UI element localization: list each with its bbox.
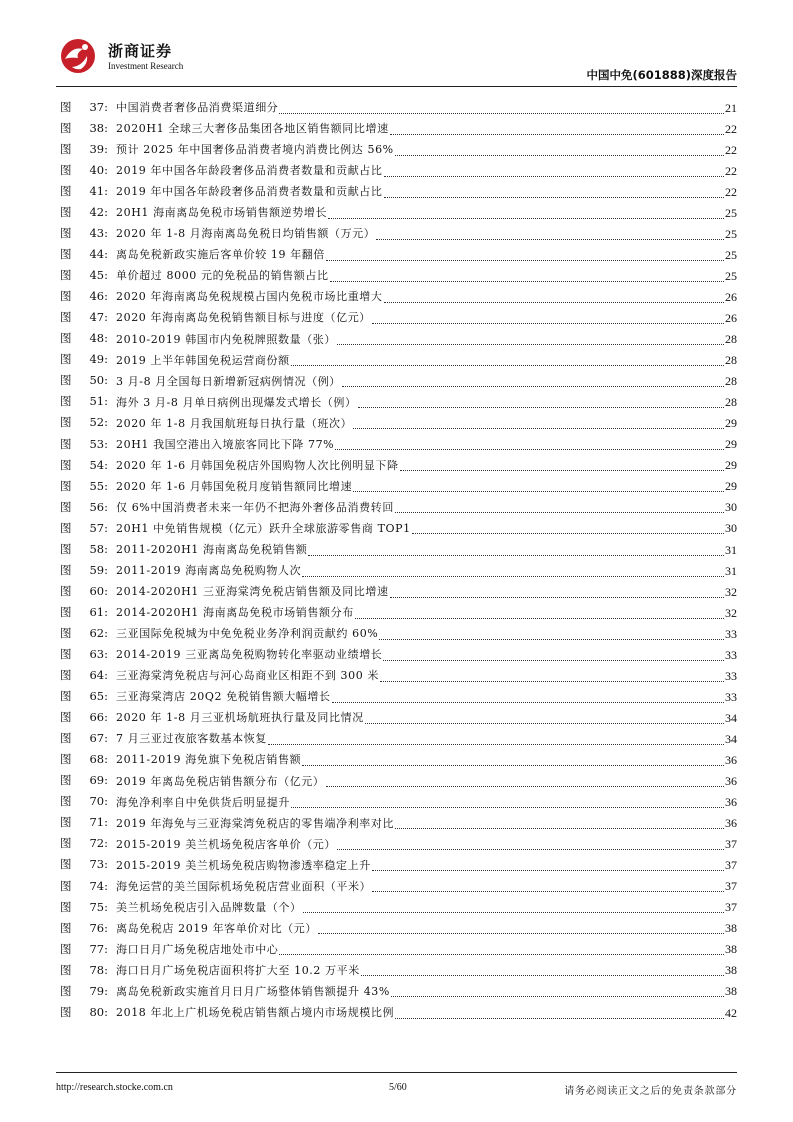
toc-entry-title[interactable]: 海免净利率自中免供货后明显提升	[116, 795, 290, 809]
toc-entry-page[interactable]: 28	[725, 374, 737, 389]
toc-entry-title[interactable]: 2014-2019 三亚离岛免税购物转化率驱动业绩增长	[116, 648, 383, 662]
toc-entry-page[interactable]: 29	[725, 458, 737, 473]
toc-entry-title[interactable]: 2015-2019 美兰机场免税店客单价（元）	[116, 837, 337, 851]
toc-entry-prefix: 图	[60, 162, 72, 177]
toc-entry-title[interactable]: 3 月-8 月全国每日新增新冠病例情况（例）	[116, 374, 341, 388]
toc-entry-prefix: 图	[60, 794, 72, 809]
toc-entry-page[interactable]: 37	[725, 900, 737, 915]
toc-entry-page[interactable]: 30	[725, 500, 737, 515]
page-header	[56, 34, 737, 86]
toc-entry[interactable]	[60, 139, 737, 160]
toc-entry[interactable]	[60, 223, 737, 244]
toc-entry-prefix: 图	[60, 541, 72, 556]
toc-entry-prefix: 图	[60, 836, 72, 851]
toc-entry-title[interactable]: 2020 年海南离岛免税销售额目标与进度（亿元）	[116, 311, 371, 325]
logo-chinese-name: 浙商证券	[108, 42, 173, 60]
toc-entry-page[interactable]: 34	[725, 710, 737, 725]
toc-dot-leader	[380, 680, 724, 682]
toc-dot-leader	[318, 932, 724, 934]
toc-entry[interactable]	[60, 623, 737, 644]
toc-dot-leader	[390, 596, 724, 598]
toc-entry-title[interactable]: 海外 3 月-8 月单日病例出现爆发式增长（例）	[116, 395, 357, 409]
toc-entry-page[interactable]: 31	[725, 563, 737, 578]
toc-entry-prefix: 图	[60, 373, 72, 388]
toc-entry-prefix: 图	[60, 415, 72, 430]
toc-dot-leader	[302, 575, 724, 577]
toc-entry-page[interactable]: 34	[725, 731, 737, 746]
toc-entry-number: 62:	[89, 625, 108, 640]
toc-entry[interactable]	[60, 1002, 737, 1023]
toc-entry-page[interactable]: 38	[725, 984, 737, 999]
toc-entry-page[interactable]: 26	[725, 310, 737, 325]
footer-url-link[interactable]: http://research.stocke.com.cn	[56, 1082, 173, 1093]
toc-entry[interactable]	[60, 728, 737, 749]
toc-entry-number: 58:	[89, 541, 108, 556]
toc-entry-prefix: 图	[60, 99, 72, 114]
toc-entry-page[interactable]: 26	[725, 289, 737, 304]
toc-entry-title[interactable]: 20H1 海南离岛免税市场销售额逆势增长	[116, 206, 328, 220]
toc-entry-title[interactable]: 美兰机场免税店引入品牌数量（个）	[116, 900, 302, 914]
toc-entry[interactable]	[60, 181, 737, 202]
toc-entry-prefix: 图	[60, 604, 72, 619]
toc-dot-leader	[291, 364, 724, 366]
toc-dot-leader	[342, 385, 724, 387]
toc-entry-title[interactable]: 2020 年 1-8 月海南离岛免税日均销售额（万元）	[116, 227, 376, 241]
toc-entry-number: 49:	[89, 352, 108, 367]
toc-entry-number: 73:	[89, 857, 108, 872]
toc-entry-page[interactable]: 30	[725, 521, 737, 536]
toc-entry[interactable]	[60, 497, 737, 518]
toc-entry[interactable]	[60, 771, 737, 792]
toc-entry-number: 59:	[89, 562, 108, 577]
figure-index-list	[60, 97, 737, 1023]
toc-entry-page[interactable]: 36	[725, 795, 737, 810]
toc-entry-page[interactable]: 29	[725, 437, 737, 452]
toc-entry-title[interactable]: 2018 年北上广机场免税店销售额占境内市场规模比例	[116, 1006, 395, 1020]
toc-entry-prefix: 图	[60, 710, 72, 725]
toc-entry-prefix: 图	[60, 962, 72, 977]
toc-dot-leader	[395, 511, 724, 513]
toc-entry-prefix: 图	[60, 731, 72, 746]
toc-entry-prefix: 图	[60, 352, 72, 367]
toc-entry-title[interactable]: 2019 上半年韩国免税运营商份额	[116, 353, 290, 367]
toc-entry[interactable]	[60, 707, 737, 728]
toc-dot-leader	[328, 217, 724, 219]
toc-entry-page[interactable]: 33	[725, 689, 737, 704]
toc-entry-page[interactable]: 22	[725, 121, 737, 136]
toc-dot-leader	[335, 448, 724, 450]
toc-entry[interactable]	[60, 918, 737, 939]
toc-entry-page[interactable]: 29	[725, 479, 737, 494]
toc-dot-leader	[358, 406, 724, 408]
toc-entry-prefix: 图	[60, 226, 72, 241]
toc-entry[interactable]	[60, 897, 737, 918]
toc-dot-leader	[330, 280, 724, 282]
toc-entry-page[interactable]: 28	[725, 353, 737, 368]
toc-dot-leader	[372, 869, 724, 871]
toc-entry-title[interactable]: 海口日月广场免税店地处市中心	[116, 942, 279, 956]
toc-entry-prefix: 图	[60, 120, 72, 135]
toc-entry-number: 43:	[89, 226, 108, 241]
toc-entry-prefix: 图	[60, 247, 72, 262]
toc-entry[interactable]	[60, 413, 737, 434]
toc-entry-title[interactable]: 2014-2020H1 三亚海棠湾免税店销售额及同比增速	[116, 585, 389, 599]
toc-dot-leader	[326, 259, 724, 261]
toc-dot-leader	[365, 722, 724, 724]
toc-entry-number: 37:	[89, 99, 108, 114]
toc-entry-page[interactable]: 33	[725, 647, 737, 662]
toc-entry-prefix: 图	[60, 141, 72, 156]
toc-entry-prefix: 图	[60, 689, 72, 704]
toc-entry[interactable]	[60, 960, 737, 981]
toc-entry[interactable]	[60, 981, 737, 1002]
toc-entry-prefix: 图	[60, 878, 72, 893]
toc-entry[interactable]	[60, 307, 737, 328]
toc-entry-number: 79:	[89, 983, 108, 998]
toc-entry-number: 53:	[89, 436, 108, 451]
toc-entry-number: 50:	[89, 373, 108, 388]
toc-dot-leader	[332, 701, 724, 703]
toc-entry[interactable]	[60, 876, 737, 897]
toc-dot-leader	[384, 196, 725, 198]
toc-entry-prefix: 图	[60, 183, 72, 198]
toc-entry[interactable]	[60, 665, 737, 686]
toc-dot-leader	[372, 322, 724, 324]
toc-entry-prefix: 图	[60, 668, 72, 683]
toc-entry-number: 39:	[89, 141, 108, 156]
toc-entry-title[interactable]: 仅 6%中国消费者未来一年仍不把海外奢侈品消费转回	[116, 500, 394, 514]
toc-dot-leader	[379, 638, 724, 640]
toc-entry-page[interactable]: 22	[725, 142, 737, 157]
toc-dot-leader	[268, 743, 724, 745]
toc-entry-title[interactable]: 海口日月广场免税店面积将扩大至 10.2 万平米	[116, 963, 360, 977]
toc-entry-title[interactable]: 2015-2019 美兰机场免税店购物渗透率稳定上升	[116, 858, 371, 872]
toc-dot-leader	[384, 301, 725, 303]
toc-entry-page[interactable]: 28	[725, 332, 737, 347]
toc-entry-prefix: 图	[60, 625, 72, 640]
toc-entry-prefix: 图	[60, 520, 72, 535]
toc-dot-leader	[326, 785, 725, 787]
toc-entry-title[interactable]: 2019 年中国各年龄段奢侈品消费者数量和贡献占比	[116, 185, 383, 199]
toc-entry-page[interactable]: 38	[725, 942, 737, 957]
toc-entry-prefix: 图	[60, 983, 72, 998]
toc-entry-prefix: 图	[60, 394, 72, 409]
toc-entry-number: 69:	[89, 773, 108, 788]
toc-entry[interactable]	[60, 813, 737, 834]
toc-entry-title[interactable]: 三亚海棠湾店 20Q2 免税销售额大幅增长	[116, 690, 331, 704]
toc-entry[interactable]	[60, 97, 737, 118]
toc-entry-number: 61:	[89, 604, 108, 619]
toc-entry-prefix: 图	[60, 920, 72, 935]
toc-entry-title[interactable]: 预计 2025 年中国奢侈品消费者境内消费比例达 56%	[116, 143, 394, 157]
toc-entry[interactable]	[60, 476, 737, 497]
toc-entry-title[interactable]: 单价超过 8000 元的免税品的销售额占比	[116, 269, 329, 283]
toc-entry-page[interactable]: 36	[725, 752, 737, 767]
toc-entry-title[interactable]: 2011-2020H1 海南离岛免税销售额	[116, 543, 308, 556]
toc-dot-leader	[302, 764, 724, 766]
toc-dot-leader	[337, 848, 724, 850]
toc-entry-number: 55:	[89, 478, 108, 493]
toc-entry-title[interactable]: 2020 年 1-6 月韩国免税店外国购物人次比例明显下降	[116, 458, 399, 472]
toc-entry-number: 42:	[89, 205, 108, 219]
toc-entry-page[interactable]: 28	[725, 395, 737, 410]
toc-entry-prefix: 图	[60, 815, 72, 830]
toc-entry-number: 71:	[89, 815, 108, 830]
toc-entry-number: 60:	[89, 583, 108, 598]
toc-entry-prefix: 图	[60, 773, 72, 788]
toc-entry-prefix: 图	[60, 457, 72, 472]
toc-entry[interactable]	[60, 560, 737, 581]
toc-entry-number: 46:	[89, 289, 108, 304]
toc-entry[interactable]	[60, 392, 737, 413]
toc-dot-leader	[400, 469, 724, 471]
toc-entry[interactable]	[60, 834, 737, 855]
toc-entry-page[interactable]: 32	[725, 605, 737, 620]
toc-entry-prefix: 图	[60, 310, 72, 325]
toc-entry-number: 54:	[89, 457, 108, 472]
toc-entry-prefix: 图	[60, 478, 72, 493]
toc-dot-leader	[303, 911, 724, 913]
toc-entry-number: 64:	[89, 668, 108, 683]
toc-entry[interactable]	[60, 518, 737, 539]
toc-dot-leader	[372, 890, 724, 892]
toc-entry-title[interactable]: 中国消费者奢侈品消费渠道细分	[116, 101, 279, 115]
toc-entry[interactable]	[60, 118, 737, 139]
page-number: 5/60	[389, 1082, 407, 1093]
toc-entry-prefix: 图	[60, 268, 72, 283]
toc-entry-page[interactable]: 31	[725, 542, 737, 557]
toc-entry-number: 67:	[89, 731, 108, 746]
toc-entry-number: 45:	[89, 268, 108, 283]
toc-entry[interactable]	[60, 686, 737, 707]
toc-dot-leader	[395, 827, 724, 829]
toc-entry-prefix: 图	[60, 857, 72, 872]
toc-dot-leader	[308, 554, 724, 556]
toc-dot-leader	[390, 133, 724, 135]
toc-entry-page[interactable]: 22	[725, 184, 737, 199]
toc-dot-leader	[383, 659, 724, 661]
toc-entry-title[interactable]: 离岛免税新政实施首月日月广场整体销售额提升 43%	[116, 984, 390, 998]
toc-entry-page[interactable]: 22	[725, 163, 737, 178]
toc-entry-prefix: 图	[60, 331, 72, 346]
toc-entry-number: 44:	[89, 247, 108, 262]
toc-entry[interactable]	[60, 371, 737, 392]
toc-dot-leader	[361, 974, 724, 976]
toc-entry-page[interactable]: 25	[725, 205, 737, 220]
toc-entry-prefix: 图	[60, 205, 72, 219]
toc-dot-leader	[395, 154, 724, 156]
toc-entry-page[interactable]: 25	[725, 226, 737, 241]
toc-entry-number: 51:	[89, 394, 108, 409]
toc-entry-number: 77:	[89, 941, 108, 956]
toc-entry-number: 76:	[89, 920, 108, 935]
toc-dot-leader	[337, 343, 724, 345]
toc-entry[interactable]	[60, 434, 737, 455]
toc-dot-leader	[376, 238, 724, 240]
toc-entry-number: 68:	[89, 752, 108, 767]
toc-entry-page[interactable]: 36	[725, 774, 737, 789]
toc-entry-prefix: 图	[60, 752, 72, 767]
toc-entry-title[interactable]: 2020 年海南离岛免税规模占国内免税市场比重增大	[116, 290, 383, 304]
toc-entry-prefix: 图	[60, 646, 72, 661]
toc-entry-page[interactable]: 33	[725, 668, 737, 683]
toc-entry-page[interactable]: 42	[725, 1005, 737, 1020]
toc-entry-title[interactable]: 海免运营的美兰国际机场免税店营业面积（平米）	[116, 879, 372, 893]
toc-entry-number: 56:	[89, 499, 108, 514]
logo-english-name: Investment Research	[108, 61, 184, 71]
toc-entry-title[interactable]: 2020 年 1-6 月韩国免税月度销售额同比增速	[116, 479, 353, 493]
toc-dot-leader	[395, 1017, 724, 1019]
toc-entry[interactable]	[60, 286, 737, 307]
toc-entry-number: 40:	[89, 162, 108, 177]
toc-entry-title[interactable]: 三亚国际免税城为中免免税业务净利润贡献约 60%	[116, 627, 379, 641]
toc-entry-number: 63:	[89, 646, 108, 661]
toc-entry-title[interactable]: 2019 年中国各年龄段奢侈品消费者数量和贡献占比	[116, 164, 383, 178]
toc-entry-prefix: 图	[60, 436, 72, 451]
toc-entry-number: 57:	[89, 520, 108, 535]
toc-dot-leader	[353, 427, 724, 429]
toc-entry-prefix: 图	[60, 899, 72, 914]
toc-entry[interactable]	[60, 749, 737, 770]
toc-entry[interactable]	[60, 581, 737, 602]
toc-entry-page[interactable]: 37	[725, 837, 737, 852]
toc-dot-leader	[291, 806, 724, 808]
logo-mark-icon	[56, 36, 100, 76]
toc-entry-page[interactable]: 38	[725, 963, 737, 978]
toc-entry[interactable]	[60, 455, 737, 476]
toc-entry-page[interactable]: 37	[725, 879, 737, 894]
toc-entry-title[interactable]: 2014-2020H1 海南离岛免税市场销售额分布	[116, 606, 354, 620]
toc-entry[interactable]	[60, 539, 737, 560]
toc-entry-number: 74:	[89, 878, 108, 893]
toc-entry-page[interactable]: 21	[725, 100, 737, 115]
toc-entry-number: 78:	[89, 962, 108, 977]
toc-entry-number: 41:	[89, 183, 108, 198]
report-title: 中国中免(601888)深度报告	[586, 68, 737, 82]
toc-entry-page[interactable]: 29	[725, 416, 737, 431]
toc-entry-prefix: 图	[60, 583, 72, 598]
toc-entry-title[interactable]: 2019 年离岛免税店销售额分布（亿元）	[116, 774, 325, 788]
toc-entry-title[interactable]: 2011-2019 海免旗下免税店销售额	[116, 753, 302, 767]
toc-entry-page[interactable]: 37	[725, 858, 737, 873]
toc-entry-title[interactable]: 2020 年 1-8 月三亚机场航班执行量及同比情况	[116, 711, 364, 725]
toc-entry-page[interactable]: 25	[725, 247, 737, 262]
toc-entry-page[interactable]: 33	[725, 626, 737, 641]
toc-entry-title[interactable]: 2020 年 1-8 月我国航班每日执行量（班次）	[116, 416, 353, 430]
toc-entry-title[interactable]: 7 月三亚过夜旅客数基本恢复	[116, 732, 267, 746]
toc-entry-page[interactable]: 25	[725, 268, 737, 283]
toc-entry-number: 66:	[89, 710, 108, 725]
toc-dot-leader	[279, 112, 724, 114]
toc-entry-prefix: 图	[60, 1004, 72, 1019]
toc-entry-number: 48:	[89, 331, 108, 346]
toc-entry-title[interactable]: 20H1 中免销售规模（亿元）跃升全球旅游零售商 TOP1	[116, 521, 411, 535]
toc-entry[interactable]	[60, 202, 737, 223]
toc-dot-leader	[279, 953, 724, 955]
toc-entry-title[interactable]: 三亚海棠湾免税店与河心岛商业区相距不到 300 米	[116, 669, 379, 683]
page-footer	[56, 1082, 737, 1098]
toc-entry[interactable]	[60, 792, 737, 813]
disclaimer-notice: 请务必阅读正文之后的免责条款部分	[564, 1086, 737, 1097]
toc-dot-leader	[353, 490, 724, 492]
toc-entry-prefix: 图	[60, 289, 72, 304]
toc-entry-prefix: 图	[60, 941, 72, 956]
toc-dot-leader	[384, 175, 725, 177]
toc-entry[interactable]	[60, 350, 737, 371]
toc-entry-number: 38:	[89, 120, 108, 135]
toc-entry-page[interactable]: 32	[725, 584, 737, 599]
toc-entry[interactable]	[60, 265, 737, 286]
toc-entry[interactable]	[60, 329, 737, 350]
toc-dot-leader	[412, 532, 724, 534]
toc-entry-title[interactable]: 2011-2019 海南离岛免税购物人次	[116, 564, 302, 578]
toc-entry-page[interactable]: 36	[725, 816, 737, 831]
toc-dot-leader	[391, 995, 724, 997]
toc-entry-prefix: 图	[60, 499, 72, 514]
toc-entry-number: 80:	[89, 1004, 108, 1019]
toc-entry-number: 65:	[89, 689, 108, 704]
toc-entry-number: 52:	[89, 415, 108, 430]
toc-entry-title[interactable]: 2020H1 全球三大奢侈品集团各地区销售额同比增速	[116, 122, 389, 136]
toc-entry[interactable]	[60, 602, 737, 623]
toc-entry-title[interactable]: 离岛免税新政实施后客单价较 19 年翻倍	[116, 248, 325, 262]
toc-entry[interactable]	[60, 244, 737, 265]
toc-entry[interactable]	[60, 644, 737, 665]
toc-entry[interactable]	[60, 855, 737, 876]
header-divider	[56, 86, 737, 87]
toc-entry-title[interactable]: 2010-2019 韩国市内免税牌照数量（张）	[116, 332, 337, 346]
toc-entry-number: 70:	[89, 794, 108, 809]
company-logo	[56, 34, 216, 78]
toc-entry[interactable]	[60, 160, 737, 181]
toc-entry-number: 72:	[89, 836, 108, 851]
footer-divider	[56, 1072, 737, 1073]
toc-entry-page[interactable]: 38	[725, 921, 737, 936]
toc-dot-leader	[355, 617, 724, 619]
toc-entry-number: 75:	[89, 899, 108, 914]
toc-entry-title[interactable]: 20H1 我国空港出入境旅客同比下降 77%	[116, 437, 335, 451]
toc-entry-number: 47:	[89, 310, 108, 325]
toc-entry-title[interactable]: 离岛免税店 2019 年客单价对比（元）	[116, 921, 317, 935]
toc-entry[interactable]	[60, 939, 737, 960]
toc-entry-prefix: 图	[60, 562, 72, 577]
toc-entry-title[interactable]: 2019 年海免与三亚海棠湾免税店的零售端净利率对比	[116, 816, 395, 830]
